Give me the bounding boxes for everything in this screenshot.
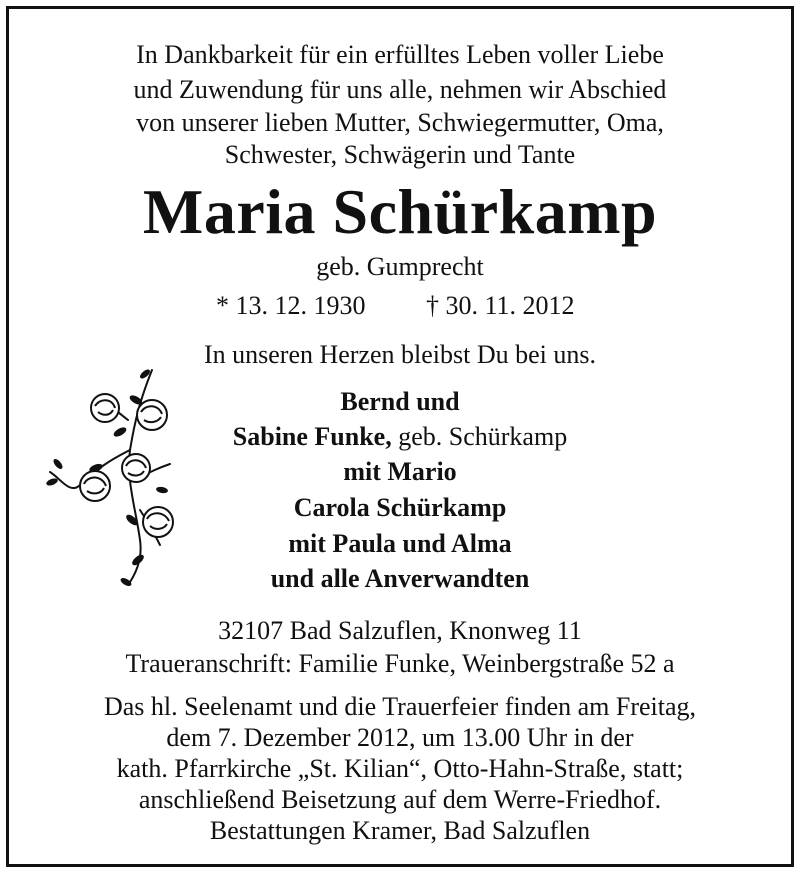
life-dates xyxy=(0,291,800,321)
service-line: Bestattungen Kramer, Bad Salzuflen xyxy=(209,816,591,845)
address-line: Traueranschrift: Familie Funke, Weinbergstraße 52 a xyxy=(125,649,675,678)
death-date: † 30. 11. 2012 xyxy=(426,291,575,320)
mourner-line xyxy=(0,424,800,450)
service-line: dem 7. Dezember 2012, um 13.00 Uhr in der xyxy=(166,723,634,752)
intro-line: von unserer lieben Mutter, Schwiegermutter, Oma, xyxy=(136,108,664,137)
birth-date: * 13. 12. 1930 xyxy=(216,291,366,320)
intro-line: Schwester, Schwägerin und Tante xyxy=(224,140,576,169)
service-line: Das hl. Seelenamt und die Trauerfeier finden am Freitag, xyxy=(103,692,697,721)
intro-line: In Dankbarkeit für ein erfülltes Leben voller Liebe xyxy=(136,40,664,69)
maiden-name: geb. Gumprecht xyxy=(316,252,484,281)
service-line: kath. Pfarrkirche „St. Kilian“, Otto-Hahn-Straße, statt; xyxy=(116,754,684,783)
mourner-name: Sabine Funke, xyxy=(232,422,392,451)
mourner-maiden-name: geb. Schürkamp xyxy=(391,422,568,451)
mourner-line: und alle Anverwandten xyxy=(270,564,530,593)
mourner-line: Carola Schürkamp xyxy=(293,493,507,522)
mourner-line: mit Paula und Alma xyxy=(288,529,512,558)
mourner-line: Bernd und xyxy=(340,387,460,416)
address-line: 32107 Bad Salzuflen, Knonweg 11 xyxy=(218,616,582,645)
mourner-line: mit Mario xyxy=(343,457,457,486)
service-line: anschließend Beisetzung auf dem Werre-Friedhof. xyxy=(138,785,662,814)
intro-line: und Zuwendung für uns alle, nehmen wir Abschied xyxy=(133,75,667,104)
motto: In unseren Herzen bleibst Du bei uns. xyxy=(203,340,597,369)
deceased-name: Maria Schürkamp xyxy=(142,176,658,247)
